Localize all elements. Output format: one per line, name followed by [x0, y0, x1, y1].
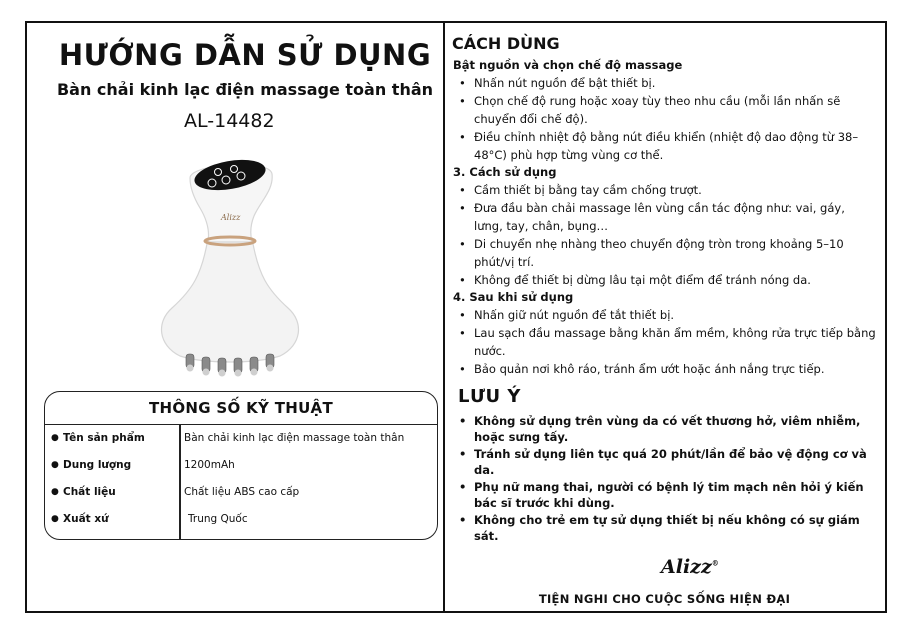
bullet-icon: ● — [51, 433, 59, 443]
brand-logo: Alizz® — [661, 556, 719, 578]
spec-value: Chất liệu ABS cao cấp — [184, 486, 300, 498]
warning-item: • Phụ nữ mang thai, người có bệnh lý tim mạch nên hỏi ý kiến bác sĩ trước khi dùng. — [452, 479, 877, 511]
list-item: • Di chuyển nhẹ nhàng theo chuyển động tròn trong khoảng 5–10 phút/vị trí. — [452, 235, 877, 271]
column-divider — [443, 21, 445, 613]
massager-device-illustration — [150, 150, 310, 380]
model-number: AL-14482 — [184, 110, 275, 132]
usage-list — [452, 306, 877, 378]
spec-row — [45, 481, 437, 507]
usage-list — [452, 74, 877, 164]
warnings-title: LƯU Ý — [458, 386, 521, 407]
list-item: • Chọn chế độ rung hoặc xoay tùy theo nhu cầu (mỗi lần nhấn sẽ chuyển đổi chế độ). — [452, 92, 877, 128]
list-item: • Nhấn giữ nút nguồn để tắt thiết bị. — [452, 306, 877, 324]
spec-row — [45, 427, 437, 453]
bullet-icon: ● — [51, 514, 59, 524]
brand-logo-text: Alizz — [661, 556, 712, 578]
list-item: • Nhấn nút nguồn để bật thiết bị. — [452, 74, 877, 92]
warning-item: • Tránh sử dụng liên tục quá 20 phút/lần để bảo vệ động cơ và da. — [452, 446, 877, 478]
usage-list — [452, 181, 877, 289]
specs-title: THÔNG SỐ KỸ THUẬT — [45, 392, 437, 425]
spec-label: Tên sản phẩm — [63, 432, 145, 444]
device-brand-mark: Alizz — [221, 213, 241, 222]
warning-item: • Không cho trẻ em tự sử dụng thiết bị nếu không có sự giám sát. — [452, 512, 877, 544]
warnings-list — [452, 413, 877, 544]
bullet-icon: ● — [51, 487, 59, 497]
spec-label: Chất liệu — [63, 486, 116, 498]
bullet-icon: ● — [51, 460, 59, 470]
list-item: • Không để thiết bị dừng lâu tại một điểm để tránh nóng da. — [452, 271, 877, 289]
spec-label: Xuất xứ — [63, 513, 109, 525]
brand-slogan: TIỆN NGHI CHO CUỘC SỐNG HIỆN ĐẠI — [538, 592, 791, 606]
instructions-panel — [452, 34, 877, 545]
warning-item: • Không sử dụng trên vùng da có vết thương hở, viêm nhiễm, hoặc sưng tấy. — [452, 413, 877, 445]
specs-rows — [45, 425, 437, 540]
product-image — [150, 150, 310, 380]
usage-section-heading: 4. Sau khi sử dụng — [453, 290, 574, 304]
list-item: • Điều chỉnh nhiệt độ bằng nút điều khiển (nhiệt độ dao động từ 38–48°C) phù hợp từng vùng cơ thể. — [452, 128, 877, 164]
list-item: • Bảo quản nơi khô ráo, tránh ẩm ướt hoặc ánh nắng trực tiếp. — [452, 360, 877, 378]
spec-label: Dung lượng — [63, 459, 132, 471]
list-item: • Cầm thiết bị bằng tay cầm chống trượt. — [452, 181, 877, 199]
product-subtitle: Bàn chải kinh lạc điện massage toàn thân — [56, 80, 434, 99]
page-title: HƯỚNG DẪN SỬ DỤNG — [58, 38, 432, 72]
spec-value: Bàn chải kinh lạc điện massage toàn thân — [184, 432, 405, 444]
usage-title: CÁCH DÙNG — [452, 34, 560, 53]
usage-section-heading: Bật nguồn và chọn chế độ massage — [453, 58, 683, 72]
spec-row — [45, 454, 437, 480]
usage-section-heading: 3. Cách sử dụng — [453, 165, 557, 179]
list-item: • Đưa đầu bàn chải massage lên vùng cần tác động như: vai, gáy, lưng, tay, chân, bụng… — [452, 199, 877, 235]
list-item: • Lau sạch đầu massage bằng khăn ẩm mềm, không rửa trực tiếp bằng nước. — [452, 324, 877, 360]
spec-value: Trung Quốc — [188, 513, 248, 525]
spec-value: 1200mAh — [184, 459, 235, 471]
specs-table — [44, 391, 438, 540]
spec-row — [45, 508, 437, 534]
